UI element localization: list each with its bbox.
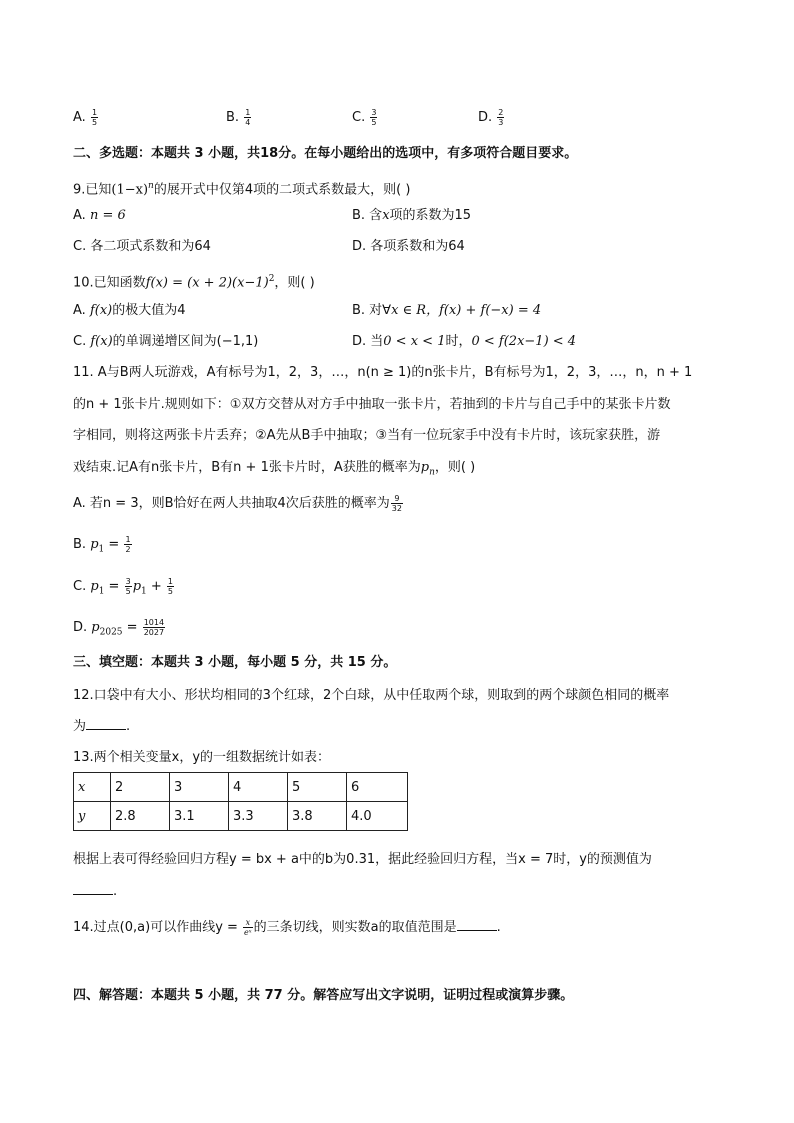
q10-option-c: C. f(x)的单调递增区间为(−1,1)	[73, 334, 259, 349]
table-cell: 5	[288, 773, 347, 802]
q11-d-fraction: $\frac{1014}{2027}$	[143, 618, 165, 637]
q14-stem: 14.过点(0,a)可以作曲线y = $\frac{x}{\text{eˣ}}$ 的三条切线，则实数a的取值范围是 .	[73, 918, 501, 937]
q11-option-d: D. $p_{2025}$ = $\frac{1014}{2027}$	[73, 618, 165, 638]
q11-line-1: 11. A与B两人玩游戏，A有标号为1，2，3，…，n(n ≥ 1)的n张卡片，B有标号为1，2，3，…，n，n + 1	[73, 365, 693, 380]
table-cell: 2	[111, 773, 170, 802]
q10-option-a: A. f(x)的极大值为4	[73, 303, 186, 318]
q10-stem: 10.已知函数$f(x) = (x + 2)(x-1)^2$，则( )	[73, 274, 315, 291]
q11-c-fraction-2: $\frac{1}{5}$	[167, 577, 174, 596]
q14-answer-blank	[457, 918, 497, 931]
q8-d-fraction: $\frac{2}{3}$	[498, 108, 504, 127]
table-cell: y	[74, 802, 111, 831]
q8-option-b: B. $\frac{1}{4}$	[226, 108, 251, 127]
section-4-title: 四、解答题：本题共 5 小题，共 77 分。解答应写出文字说明，证明过程或演算步骤。	[73, 988, 574, 1003]
table-cell: 2.8	[111, 802, 170, 831]
q11-line-3: 字相同，则将这两张卡片丢弃；②A先从B手中抽取；③当有一位玩家手中没有卡片时，该玩家获胜，游	[73, 428, 661, 443]
table-cell: 4	[229, 773, 288, 802]
q8-option-c: C. $\frac{3}{5}$	[352, 108, 377, 127]
q8-option-d: D. $\frac{2}{3}$	[478, 108, 504, 127]
table-cell: 3.3	[229, 802, 288, 831]
q11-a-fraction: $\frac{9}{32}$	[391, 494, 402, 513]
q13-stem: 13.两个相关变量x，y的一组数据统计如表：	[73, 750, 331, 765]
q13-data-table	[73, 772, 408, 831]
q11-b-fraction: $\frac{1}{2}$	[125, 535, 131, 554]
q11-option-b: B. $p_1$ = $\frac{1}{2}$	[73, 535, 131, 555]
q9-option-c: C. 各二项式系数和为64	[73, 239, 211, 254]
q10-option-d: D. 当0 < x < 1时，0 < f(2x−1) < 4	[352, 334, 577, 349]
q8-option-a: A. $\frac{1}{5}$	[73, 108, 98, 127]
table-cell: 3.8	[288, 802, 347, 831]
q11-line-2: 的n + 1张卡片.规则如下：①双方交替从对方手中抽取一张卡片，若抽到的卡片与自己手中的某张卡片数	[73, 397, 671, 412]
table-cell: 3	[170, 773, 229, 802]
table-row	[74, 773, 408, 802]
q11-c-fraction-1: $\frac{3}{5}$	[125, 577, 131, 596]
q8-c-fraction: $\frac{3}{5}$	[371, 108, 377, 127]
q11-option-a: A. 若n = 3，则B恰好在两人共抽取4次后获胜的概率为 $\frac{9}{32}$	[73, 494, 402, 513]
q13-answer-blank	[73, 882, 113, 895]
table-cell: 6	[347, 773, 408, 802]
table-cell: 3.1	[170, 802, 229, 831]
section-3-title: 三、填空题：本题共 3 小题，每小题 5 分，共 15 分。	[73, 655, 397, 670]
section-2-title: 二、多选题：本题共 3 小题，共18分。在每小题给出的选项中，有多项符合题目要求。	[73, 146, 578, 161]
q10-option-b: B. 对∀x ∈ R，f(x) + f(−x) = 4	[352, 303, 542, 318]
q11-option-c: C. $p_1$ = $\frac{3}{5}$ $p_1$ + $\frac{1}{5}$	[73, 577, 174, 597]
q13-after-2: .	[73, 882, 117, 902]
table-cell: x	[74, 773, 111, 802]
q11-line-4: 戏结束.记A有n张卡片，B有n + 1张卡片时，A获胜的概率为$p_n$，则( )	[73, 460, 476, 478]
table-row	[74, 802, 408, 831]
q8-a-fraction: $\frac{1}{5}$	[91, 108, 98, 127]
q9-option-d: D. 各项系数和为64	[352, 239, 465, 254]
q12-answer-blank	[86, 717, 126, 730]
q12-line-2: 为 .	[73, 719, 131, 734]
q14-fraction: $\frac{x}{\text{eˣ}}$	[244, 918, 252, 937]
table-cell: 4.0	[347, 802, 408, 831]
q13-after-1: 根据上表可得经验回归方程y = bx + a中的b为0.31，据此经验回归方程，当x = 7时，y的预测值为	[73, 852, 652, 867]
q8-b-fraction: $\frac{1}{4}$	[245, 108, 251, 127]
q12-line-1: 12.口袋中有大小、形状均相同的3个红球，2个白球，从中任取两个球，则取到的两个球颜色相同的概率	[73, 688, 670, 703]
q9-option-b: B. 含x项的系数为15	[352, 208, 472, 223]
q9-stem: 9.已知$(1-x)^n$的展开式中仅第4项的二项式系数最大，则( )	[73, 181, 411, 198]
q9-option-a: A. n = 6	[73, 208, 126, 223]
